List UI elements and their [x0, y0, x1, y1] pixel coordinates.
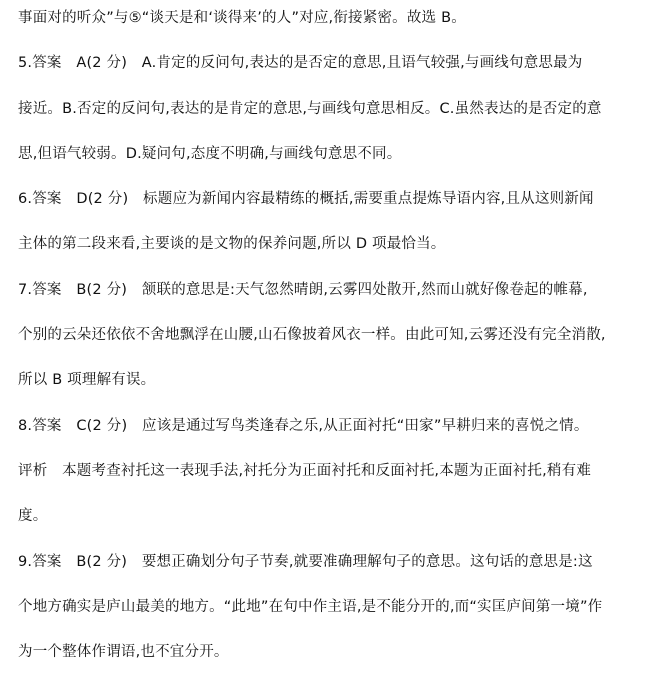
text-line-14: 个地方确实是庐山最美的地方。“此地”在句中作主语,是不能分开的,而“实匡庐间第一境”作 [18, 598, 603, 615]
text-line-11: 评析 本题考查衬托这一表现手法,衬托分为正面衬托和反面衬托,本题为正面衬托,稍有难 [18, 462, 592, 479]
text-line-4: 思,但语气较弱。D.疑问句,态度不明确,与画线句意思不同。 [18, 145, 402, 162]
text-line-7: 7.答案 B(2 分) 颔联的意思是:天气忽然晴朗,云雾四处散开,然而山就好像卷起的帷幕, [18, 281, 588, 298]
text-line-10: 8.答案 C(2 分) 应该是通过写鸟类逢春之乐,从正面衬托“田家”早耕归来的喜悦之情。 [18, 417, 589, 434]
text-line-1: 事面对的听众”与⑤“谈天是和‘谈得来’的人”对应,衔接紧密。故选 B。 [18, 10, 466, 26]
text-line-5: 6.答案 D(2 分) 标题应为新闻内容最精练的概括,需要重点提炼导语内容,且从这则新闻 [18, 191, 594, 208]
text-line-2: 5.答案 A(2 分) A.肯定的反问句,表达的是否定的意思,且语气较强,与画线句意思最为 [18, 55, 583, 72]
text-line-13: 9.答案 B(2 分) 要想正确划分句子节奏,就要准确理解句子的意思。这句话的意思是:这 [18, 553, 593, 570]
text-line-3: 接近。B.否定的反问句,表达的是肯定的意思,与画线句意思相反。C.虽然表达的是否定的意 [18, 100, 602, 117]
text-line-9: 所以 B 项理解有误。 [18, 372, 156, 389]
text-line-6: 主体的第二段来看,主要谈的是文物的保养问题,所以 D 项最恰当。 [18, 236, 446, 253]
text-line-15: 为一个整体作谓语,也不宜分开。 [18, 644, 229, 661]
text-line-12: 度。 [18, 508, 48, 525]
text-line-8: 个别的云朵还依依不舍地飘浮在山腰,山石像披着风衣一样。由此可知,云雾还没有完全消散, [18, 327, 606, 344]
